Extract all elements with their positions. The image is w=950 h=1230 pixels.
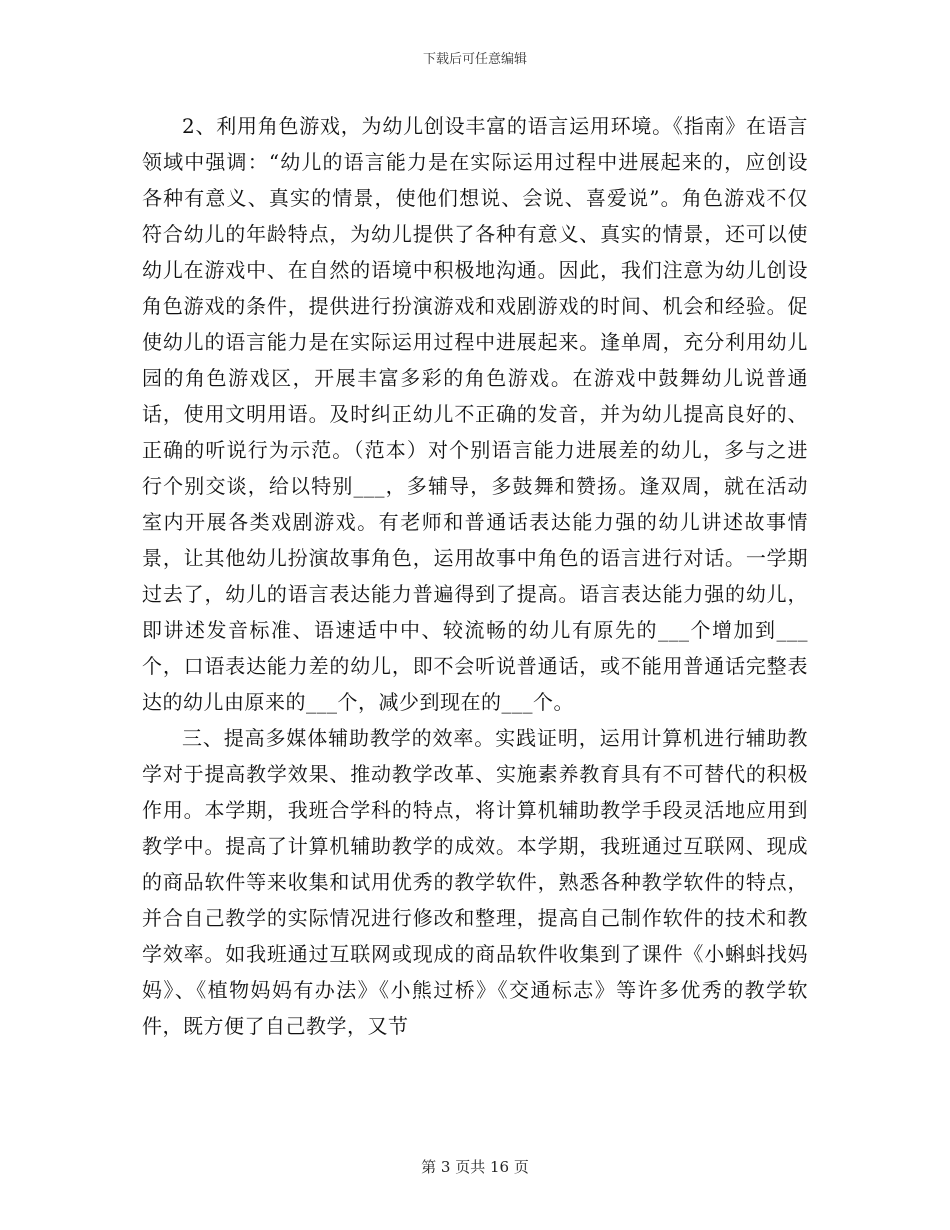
- paragraph-multimedia: 三、提高多媒体辅助教学的效率。实践证明，运用计算机进行辅助教学对于提高教学效果、推动教学改革、实施素养教育具有不可替代的积极作用。本学期，我班合学科的特点，将计算机辅助教学手段灵活地应用到教学中。提高了计算机辅助教学的成效。本学期，我班通过互联网、现成的商品软件等来收集和试用优秀的教学软件，熟悉各种教学软件的特点，并合自己教学的实际情况进行修改和整理，提高自己制作软件的技术和教学效率。如我班通过互联网或现成的商品软件收集到了课件《小蝌蚪找妈妈》、《植物妈妈有办法》《小熊过桥》《交通标志》等许多优秀的教学软件，既方便了自己教学，又节: [142, 726, 808, 1038]
- page-number: 第 3 页共 16 页: [421, 1158, 529, 1176]
- document-body: [142, 108, 808, 1044]
- paragraph-role-play: 2、利用角色游戏，为幼儿创设丰富的语言运用环境。《指南》在语言领域中强调：“幼儿的语言能力是在实际运用过程中进展起来的，应创设各种有意义、真实的情景，使他们想说、会说、喜爱说”。角色游戏不仅符合幼儿的年龄特点，为幼儿提供了各种有意义、真实的情景，还可以使幼儿在游戏中、在自然的语境中积极地沟通。因此，我们注意为幼儿创设角色游戏的条件，提供进行扮演游戏和戏剧游戏的时间、机会和经验。促使幼儿的语言能力是在实际运用过程中进展起来。逢单周，充分利用幼儿园的角色游戏区，开展丰富多彩的角色游戏。在游戏中鼓舞幼儿说普通话，使用文明用语。及时纠正幼儿不正确的发音，并为幼儿提高良好的、正确的听说行为示范。（范本）对个别语言能力进展差的幼儿，多与之进行个别交谈，给以特别___，多辅导，多鼓舞和赞扬。逢双周，就在活动室内开展各类戏剧游戏。有老师和普通话表达能力强的幼儿讲述故事情景，让其他幼儿扮演故事角色，运用故事中角色的语言进行对话。一学期过去了，幼儿的语言表达能力普遍得到了提高。语言表达能力强的幼儿，即讲述发音标准、语速适中中、较流畅的幼儿有原先的___个增加到___个，口语表达能力差的幼儿，即不会听说普通话，或不能用普通话完整表达的幼儿由原来的___个，减少到现在的___个。: [142, 114, 808, 714]
- page-header: 下载后可任意编辑: [422, 52, 527, 67]
